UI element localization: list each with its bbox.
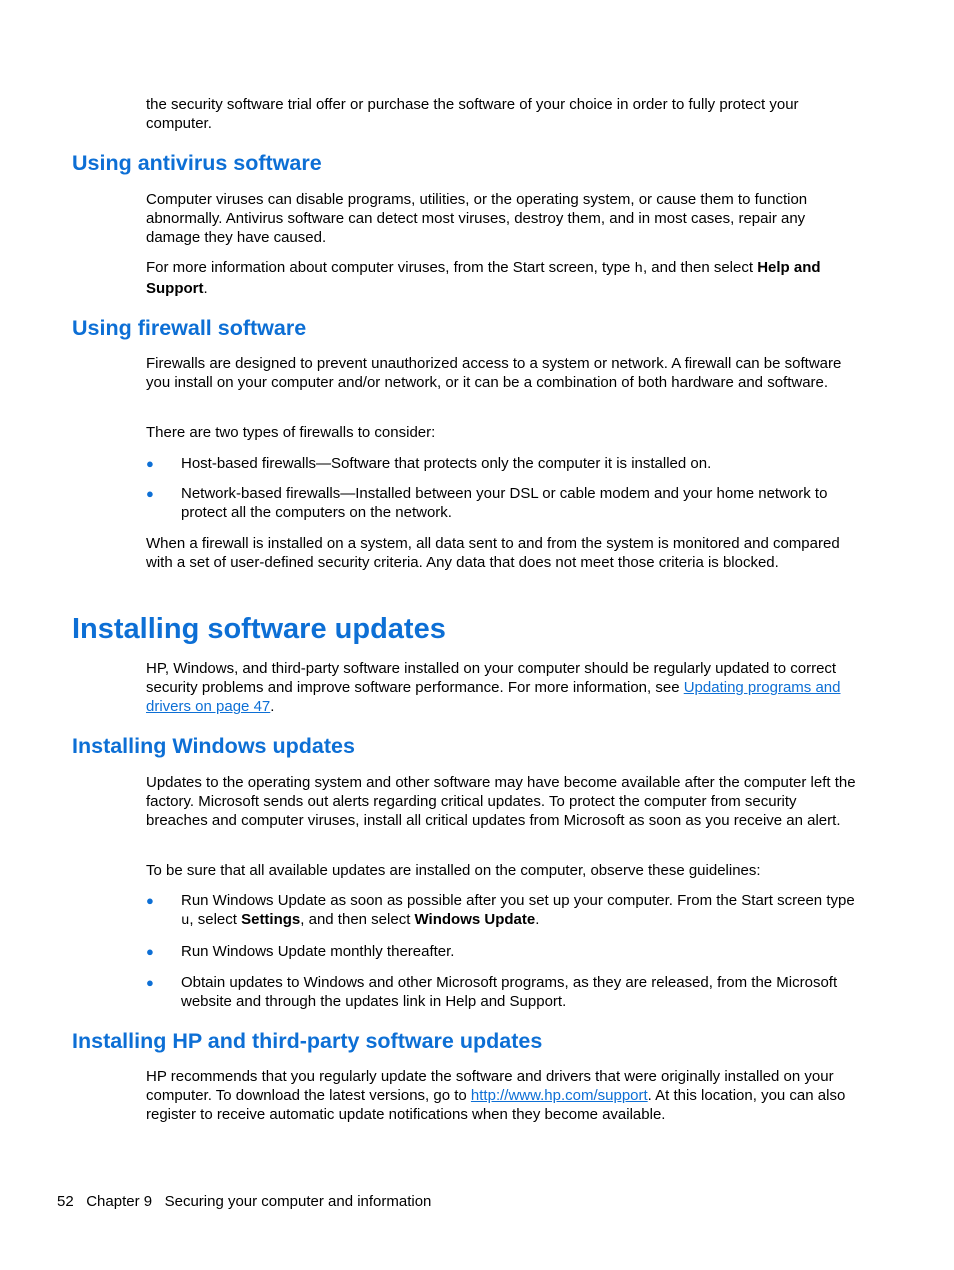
bold-term: Settings (241, 911, 301, 929)
firewall-paragraph-2: There are two types of firewalls to consider: (146, 424, 436, 441)
windows-paragraph-1: Updates to the operating system and other software may have become available after the computer left the factory. Microsoft sends out alerts regarding critical updates. To protect the computer from security breaches and computer viruses, install all critical updates from Microsoft as soon as you receive an alert. (146, 774, 856, 830)
bullet-icon: ● (146, 893, 154, 908)
windows-updates-heading: Installing Windows updates (72, 734, 355, 758)
chapter-label: Chapter 9 (86, 1193, 153, 1210)
bullet-icon: ● (146, 944, 154, 959)
list-item-text: Run Windows Update as soon as possible after you set up your computer. From the Start screen type u, select Settings, and then select Windows Update. (181, 892, 855, 930)
hp-updates-heading: Installing HP and third-party software updates (72, 1029, 543, 1053)
intro-paragraph: the security software trial offer or purchase the software of your choice in order to fully protect your computer. (146, 96, 799, 133)
bullet-icon: ● (146, 975, 154, 990)
updates-paragraph: HP, Windows, and third-party software installed on your computer should be regularly updated to correct security problems and improve software performance. For more information, see Updating programs and drivers on page 47. (146, 660, 841, 716)
firewall-paragraph-1: Firewalls are designed to prevent unauthorized access to a system or network. A firewall can be software you install on your computer and/or network, or it can be a combination of both hardware and software. (146, 355, 842, 392)
antivirus-paragraph-1: Computer viruses can disable programs, utilities, or the operating system, or cause them to function abnormally. Antivirus software can detect most viruses, destroy them, and in most cases, repair any damage they have caused. (146, 191, 808, 247)
list-item-text: Obtain updates to Windows and other Microsoft programs, as they are released, from the Microsoft website and through the updates link in Help and Support. (181, 974, 838, 1011)
antivirus-paragraph-2: For more information about computer viruses, from the Start screen, type h, and then select Help and Support. (146, 259, 821, 298)
list-item-text: Host-based firewalls—Software that protects only the computer it is installed on. (181, 455, 712, 472)
list-item-text: Network-based firewalls—Installed between your DSL or cable modem and your home network to protect all the computers on the network. (181, 485, 828, 522)
page-number: 52 (57, 1193, 74, 1210)
antivirus-heading: Using antivirus software (72, 151, 322, 175)
updating-programs-link[interactable]: Updating programs and drivers on page 47 (146, 679, 841, 716)
firewall-heading: Using firewall software (72, 316, 307, 340)
windows-paragraph-2: To be sure that all available updates are installed on the computer, observe these guidelines: (146, 862, 761, 879)
bold-term: Help and Support (146, 259, 821, 298)
inline-code: u (181, 913, 190, 930)
firewall-paragraph-3: When a firewall is installed on a system, all data sent to and from the system is monitored and compared with a set of user-defined security criteria. Any data that does not meet those criteria is blocked. (146, 535, 840, 572)
page-footer (57, 1192, 431, 1211)
bullet-icon: ● (146, 486, 154, 501)
updates-heading: Installing software updates (72, 613, 446, 645)
chapter-title: Securing your computer and information (164, 1193, 432, 1210)
bullet-icon: ● (146, 456, 154, 471)
hp-paragraph: HP recommends that you regularly update the software and drivers that were originally installed on your computer. To download the latest versions, go to http://www.hp.com/support. At this location, you can also register to receive automatic update notifications when they become available. (146, 1068, 846, 1124)
bold-term: Windows Update (414, 911, 536, 929)
list-item-text: Run Windows Update monthly thereafter. (181, 943, 455, 960)
hp-support-link[interactable]: http://www.hp.com/support (470, 1087, 648, 1105)
inline-code: h (634, 261, 643, 277)
